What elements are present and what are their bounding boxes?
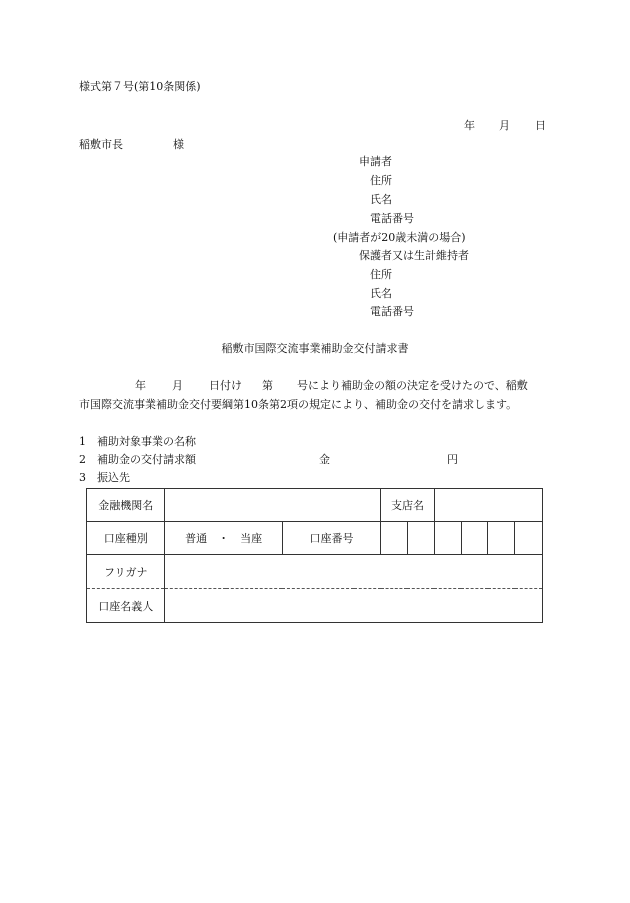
item-2-suffix: 円 [447, 453, 458, 466]
account-digit-4[interactable] [461, 522, 488, 555]
furigana-label: フリガナ [87, 555, 165, 589]
body-text-1: 号により補助金の額の決定を受けたので、稲敷 [297, 379, 528, 392]
item-1 [79, 435, 196, 449]
addressee-name: 稲敷市長 [79, 138, 123, 151]
account-number-label: 口座番号 [282, 522, 380, 555]
account-row [87, 522, 543, 555]
account-holder-label: 口座名義人 [87, 589, 165, 623]
item-3-label: 振込先 [97, 471, 130, 484]
guardian-address: 住所 [370, 268, 392, 281]
addressee-honorific: 様 [173, 138, 184, 151]
item-2-label: 補助金の交付請求額 [97, 453, 196, 466]
guardian-condition: (申請者が20歳未満の場合) [333, 231, 466, 244]
applicant-heading: 申請者 [359, 155, 392, 168]
item-1-label: 補助対象事業の名称 [97, 435, 196, 448]
bank-transfer-table [86, 488, 543, 623]
body-dated: 日付け [209, 379, 242, 392]
applicant-address: 住所 [370, 174, 392, 187]
body-year: 年 [135, 379, 146, 392]
bank-name-field[interactable] [165, 489, 381, 522]
branch-field[interactable] [434, 489, 542, 522]
bank-name-label: 金融機関名 [87, 489, 165, 522]
item-3-num: 3 [79, 471, 86, 484]
date-month: 月 [499, 119, 510, 132]
body-number-prefix: 第 [262, 379, 273, 392]
date-year: 年 [464, 119, 475, 132]
body-paragraph [79, 376, 549, 414]
branch-label: 支店名 [381, 489, 435, 522]
guardian-name: 氏名 [370, 287, 392, 300]
account-holder-row [87, 589, 543, 623]
account-holder-field[interactable] [165, 589, 543, 623]
bank-name-row [87, 489, 543, 522]
applicant-phone: 電話番号 [370, 212, 414, 225]
form-number: 様式第７号(第10条関係) [79, 80, 201, 93]
guardian-heading: 保護者又は生計維持者 [359, 249, 469, 262]
document-title: 稲敷市国際交流事業補助金交付請求書 [221, 342, 409, 355]
applicant-name: 氏名 [370, 193, 392, 206]
item-1-num: 1 [79, 435, 86, 448]
guardian-phone: 電話番号 [370, 305, 414, 318]
body-month: 月 [172, 379, 183, 392]
furigana-field[interactable] [165, 555, 543, 589]
item-3 [79, 471, 130, 485]
date-day: 日 [535, 119, 546, 132]
account-digit-1[interactable] [381, 522, 408, 555]
account-digit-3[interactable] [434, 522, 461, 555]
item-2 [79, 453, 196, 467]
account-type-label: 口座種別 [87, 522, 165, 555]
body-text-2: 市国際交流事業補助金交付要綱第10条第2項の規定により、補助金の交付を請求します。 [79, 398, 518, 411]
account-digit-5[interactable] [488, 522, 515, 555]
account-digit-2[interactable] [407, 522, 434, 555]
account-type-options[interactable]: 普通 ・ 当座 [165, 522, 282, 555]
item-2-prefix: 金 [319, 453, 330, 466]
account-digit-6[interactable] [515, 522, 543, 555]
item-2-num: 2 [79, 453, 86, 466]
furigana-row [87, 555, 543, 589]
